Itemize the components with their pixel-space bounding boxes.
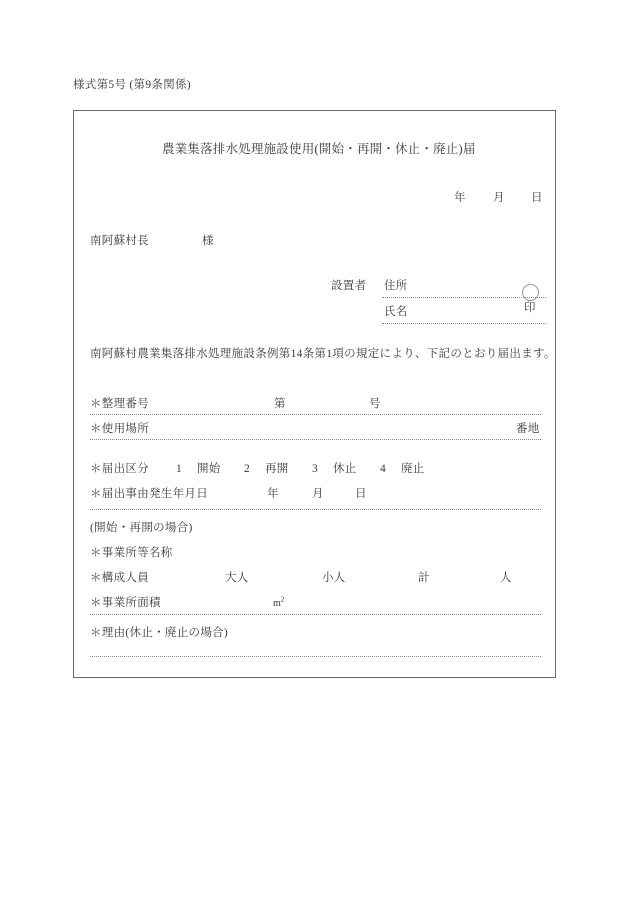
statement-text: 南阿蘇村農業集落排水処理施設条例第14条第1項の規定により、下記のとおり届出ます。 xyxy=(90,348,556,360)
installer-address-input-line[interactable] xyxy=(382,297,546,298)
installer-name-input-line[interactable] xyxy=(382,323,546,324)
installer-address-label: 住所 xyxy=(384,280,408,292)
category-option-1-number[interactable]: 1 xyxy=(176,463,183,475)
form-number: 様式第5号 (第9条関係) xyxy=(73,79,191,91)
office-area-label: ＊事業所面積 xyxy=(90,597,161,609)
form-sheet xyxy=(73,110,556,678)
seal-mark-label: 印 xyxy=(524,302,536,314)
date-month-label: 月 xyxy=(493,192,505,204)
reference-number-prefix: 第 xyxy=(270,399,290,411)
members-child-label: 小人 xyxy=(322,572,346,584)
office-name-label: ＊事業所等名称 xyxy=(90,547,173,559)
usage-place-label: ＊使用場所 xyxy=(90,423,149,435)
reference-number-input-line[interactable] xyxy=(90,414,541,415)
office-area-unit-exponent: 2 xyxy=(280,595,285,604)
category-option-4-label[interactable]: 廃止 xyxy=(401,463,425,475)
reference-number-suffix: 号 xyxy=(365,399,385,411)
installer-name-label: 氏名 xyxy=(384,306,408,318)
category-option-2-number[interactable]: 2 xyxy=(244,463,251,475)
usage-place-suffix: 番地 xyxy=(516,423,540,435)
section-separator xyxy=(90,509,541,510)
category-option-1-label[interactable]: 開始 xyxy=(197,463,221,475)
occurrence-date-month-label: 月 xyxy=(312,488,324,500)
addressee-honorific: 様 xyxy=(202,235,214,247)
category-option-2-label[interactable]: 再開 xyxy=(265,463,289,475)
date-day-label: 日 xyxy=(531,192,543,204)
office-area-unit xyxy=(270,595,287,609)
addressee-name: 南阿蘇村長 xyxy=(90,235,149,247)
category-option-3-label[interactable]: 休止 xyxy=(333,463,357,475)
reference-number-label: ＊整理番号 xyxy=(90,398,149,410)
reason-label: ＊理由(休止・廃止の場合) xyxy=(90,627,229,639)
installer-label: 設置者 xyxy=(331,280,367,292)
occurrence-date-year-label: 年 xyxy=(267,488,279,500)
category-option-4-number[interactable]: 4 xyxy=(380,463,387,475)
members-adult-label: 大人 xyxy=(225,572,249,584)
occurrence-date-day-label: 日 xyxy=(355,488,367,500)
usage-place-input-line[interactable] xyxy=(90,439,541,440)
reason-input-line[interactable] xyxy=(90,656,541,657)
start-resume-heading: (開始・再開の場合) xyxy=(90,522,193,534)
form-body xyxy=(74,111,555,677)
category-option-3-number[interactable]: 3 xyxy=(312,463,319,475)
notification-category-label: ＊届出区分 xyxy=(90,463,149,475)
members-label: ＊構成人員 xyxy=(90,572,149,584)
members-unit-label: 人 xyxy=(500,572,512,584)
date-year-label: 年 xyxy=(454,192,466,204)
occurrence-date-label: ＊届出事由発生年月日 xyxy=(90,488,208,500)
office-area-input-line[interactable] xyxy=(90,614,541,615)
members-total-label: 計 xyxy=(418,572,430,584)
page-title: 農業集落排水処理施設使用(開始・再開・休止・廃止)届 xyxy=(162,142,476,156)
office-area-unit-base: m xyxy=(273,598,281,609)
